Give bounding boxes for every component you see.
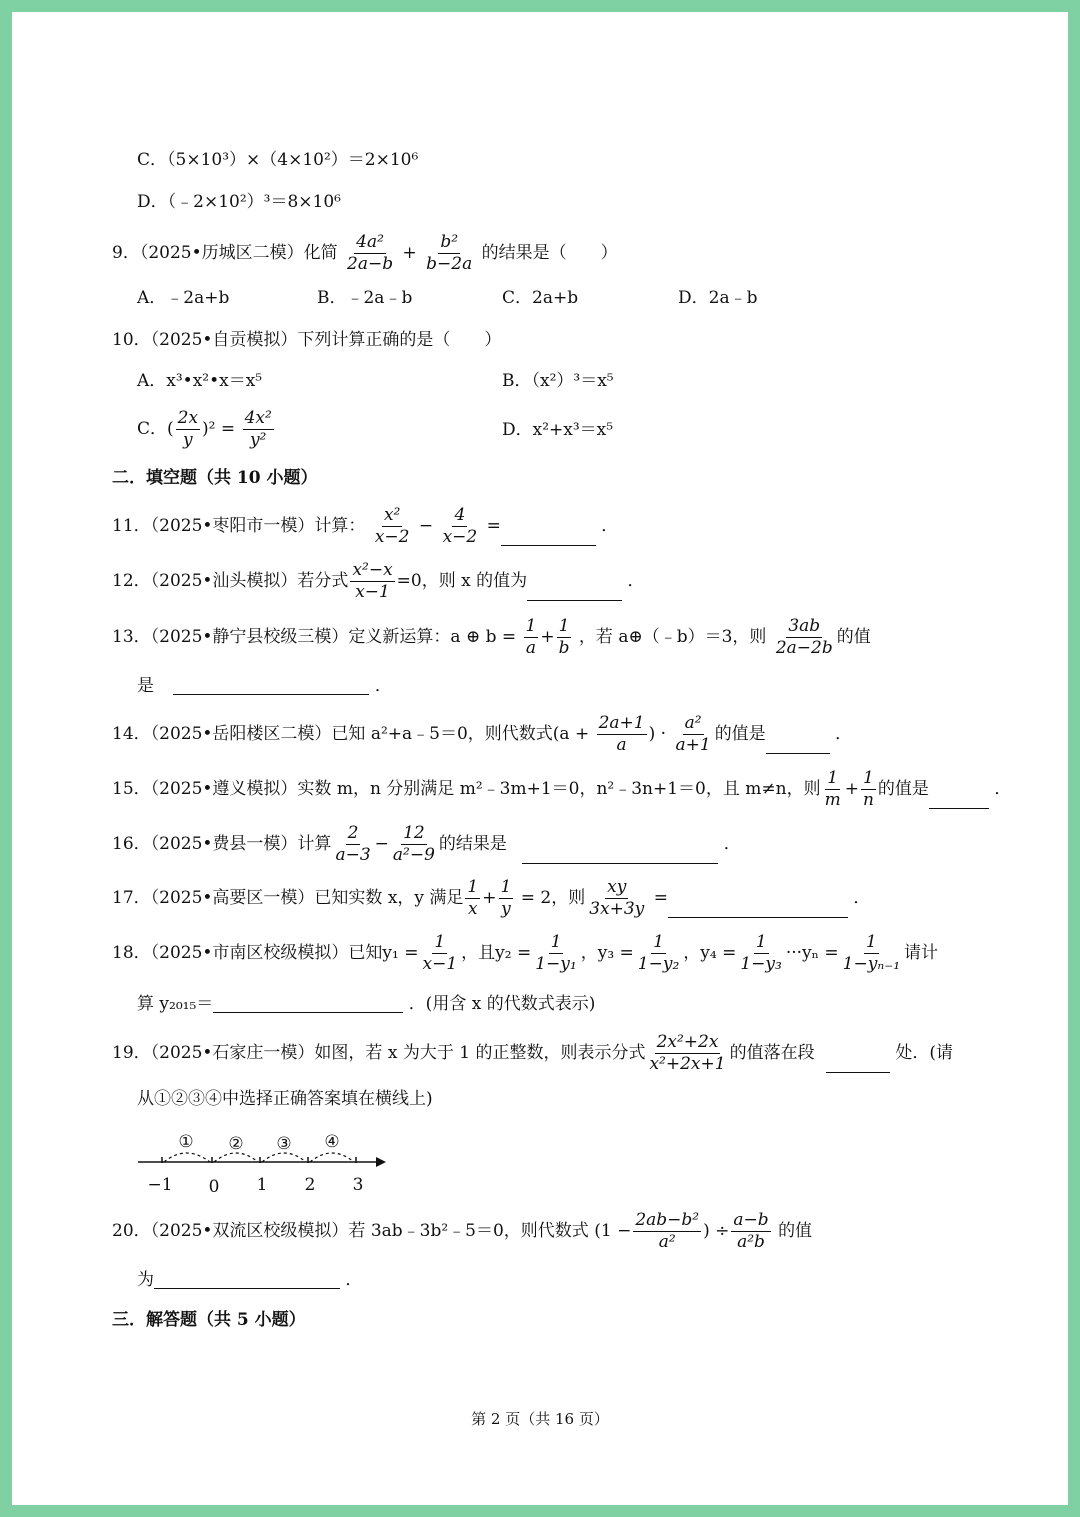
q20-f2-den: a²b <box>737 1232 765 1252</box>
q10-c-num: 2x <box>177 408 199 428</box>
q17-prefix: 17．（2025•高要区一模）已知实数 x，y 满足 <box>112 888 464 908</box>
q14-prefix: 14．（2025•岳阳楼区二模）已知 a²+a﹣5＝0，则代数式(a + <box>112 724 590 744</box>
q20-f1-den: a² <box>658 1232 676 1252</box>
q18-t5: ···yₙ = <box>785 943 839 963</box>
q9-fraction-2 <box>424 234 474 273</box>
segment-arcs <box>164 1153 354 1162</box>
q20-f2-num: a−b <box>733 1210 769 1230</box>
arc-segment-1 <box>164 1153 210 1162</box>
q16-op: − <box>374 834 389 854</box>
q9-option-b: B．﹣2a﹣b <box>317 288 413 308</box>
q16-end: ． <box>723 834 741 854</box>
q13-line-2 <box>137 676 392 695</box>
q11-eq: = <box>486 516 501 536</box>
q11-op: − <box>418 516 434 536</box>
q19-prefix: 19．（2025•石家庄一模）如图，若 x 为大于 1 的正整数，则表示分式 <box>112 1043 646 1063</box>
q18-line-2 <box>137 994 595 1013</box>
q10-option-d: D．x²+x³＝x⁵ <box>502 420 614 440</box>
q14-answer-blank[interactable] <box>766 735 830 754</box>
q17-f2-den: y <box>501 899 511 919</box>
q15-f1-den: m <box>824 790 841 810</box>
q16-f1-num: 2 <box>347 823 359 843</box>
question-11 <box>112 507 618 546</box>
q15-fraction-1 <box>823 770 843 809</box>
tick-label-3: 3 <box>352 1175 364 1195</box>
q12-mid: =0，则 x 的值为 <box>396 571 528 591</box>
q18-f1-den: x−1 <box>422 954 458 974</box>
q9-f2-den: b−2a <box>426 254 473 274</box>
q17-f3-den: 3x+3y <box>589 899 645 919</box>
q20-div: ) ÷ <box>703 1221 730 1241</box>
q15-f1-num: 1 <box>827 768 839 788</box>
q15-answer-blank[interactable] <box>929 790 989 809</box>
q20-line-2 <box>137 1270 362 1289</box>
q19-fraction <box>647 1034 727 1073</box>
q13-suffix: 的值 <box>836 627 871 647</box>
q18-f4-den: 1−y₃ <box>740 954 782 974</box>
q10-option-b: B．（x²）³＝x⁵ <box>502 371 614 391</box>
question-17 <box>112 879 870 918</box>
q19-den: x²+2x+1 <box>649 1054 726 1074</box>
q18-fraction-5 <box>841 934 902 973</box>
q17-end: ． <box>853 888 871 908</box>
q18-fraction-1 <box>421 934 460 973</box>
q18-fraction-3 <box>636 934 681 973</box>
q15-f2-den: n <box>862 790 874 810</box>
tick-label-m1: −1 <box>147 1175 173 1195</box>
q17-fraction-1 <box>465 879 480 918</box>
q11-answer-blank[interactable] <box>501 527 596 546</box>
q20-f1-num: 2ab−b² <box>635 1210 700 1230</box>
q13-answer-blank[interactable] <box>173 676 369 695</box>
q10-option-a: A．x³•x²•x＝x⁵ <box>137 371 263 391</box>
q11-f2-den: x−2 <box>442 527 478 547</box>
segment-label-3: ③ <box>276 1134 292 1154</box>
q9-op: + <box>402 243 417 263</box>
q18-fraction-2 <box>533 934 578 973</box>
q10-c-den: y <box>183 430 193 450</box>
number-line-arrow <box>376 1157 386 1167</box>
q18-t2: ，且y₂ = <box>461 943 532 963</box>
q10-c-num2: 4x² <box>244 408 272 428</box>
q17-f1-num: 1 <box>467 877 479 897</box>
q17-f1-den: x <box>468 899 478 919</box>
q18-f2-num: 1 <box>550 932 562 952</box>
q10-c-fraction-2 <box>243 410 274 449</box>
q17-fraction-3 <box>587 879 646 918</box>
q17-f2-num: 1 <box>500 877 512 897</box>
q17-fraction-2 <box>499 879 514 918</box>
q16-prefix: 16．（2025•费县一模）计算 <box>112 834 332 854</box>
q11-f1-num: x² <box>383 505 401 525</box>
q13-op: + <box>540 627 555 647</box>
q14-f2-num: a² <box>684 713 702 733</box>
q12-prefix: 12．（2025•汕头模拟）若分式 <box>112 571 349 591</box>
q20-fraction-2 <box>731 1212 770 1251</box>
q9-option-a: A．﹣2a+b <box>137 288 230 308</box>
q18-f5-den: 1−yₙ₋₁ <box>842 954 901 974</box>
q8-option-d: D．（﹣2×10²）³＝8×10⁶ <box>137 192 341 212</box>
q11-end: ． <box>601 516 619 536</box>
q10-c-den2: y² <box>249 430 267 450</box>
exam-page <box>12 12 1068 1505</box>
q18-f3-den: 1−y₂ <box>637 954 680 974</box>
question-12 <box>112 562 645 601</box>
q15-prefix: 15．（2025•遵义模拟）实数 m，n 分别满足 m²﹣3m+1＝0，n²﹣3n+1＝0，且 m≠n，则 <box>112 779 821 799</box>
q9-f1-num: 4a² <box>356 232 384 252</box>
q9-fraction-1 <box>345 234 395 273</box>
q9-f2-num: b² <box>440 232 459 252</box>
q16-fraction-1 <box>333 825 372 864</box>
q19-line-2: 从①②③④中选择正确答案填在横线上) <box>137 1089 433 1109</box>
q19-mid: 的值落在段 <box>729 1043 815 1063</box>
q13-f3-den: 2a−2b <box>775 638 833 658</box>
q20-line2-text: 为 <box>137 1270 154 1290</box>
q9-option-c: C．2a+b <box>502 288 579 308</box>
q18-prefix: 18．（2025•市南区校级模拟）已知y₁ = <box>112 943 419 963</box>
q18-t3: ，y₃ = <box>580 943 634 963</box>
q18-fraction-4 <box>738 934 783 973</box>
q12-end: ． <box>627 571 645 591</box>
q14-fraction-1 <box>597 715 647 754</box>
question-9 <box>112 234 618 273</box>
q18-f2-den: 1−y₁ <box>535 954 577 974</box>
q14-f1-den: a <box>616 735 627 755</box>
q9-option-d: D．2a﹣b <box>678 288 758 308</box>
q12-den: x−1 <box>355 582 390 602</box>
q19-answer-blank[interactable] <box>826 1054 890 1073</box>
tick-label-0: 0 <box>208 1177 220 1197</box>
q18-f1-num: 1 <box>434 932 446 952</box>
q9-suffix: 的结果是（ ） <box>481 243 618 263</box>
q16-f2-num: 12 <box>403 823 425 843</box>
q11-f2-num: 4 <box>454 505 466 525</box>
q13-mid: ，若 a⊕（﹣b）＝3，则 <box>578 627 767 647</box>
q18-answer-blank[interactable] <box>213 994 403 1013</box>
q13-f2-den: b <box>558 638 570 658</box>
q19-suffix: 处．(请 <box>895 1043 954 1063</box>
q13-f2-num: 1 <box>558 616 570 636</box>
q18-line2-end: ．(用含 x 的代数式表示) <box>408 994 596 1014</box>
q13-fraction-1 <box>524 618 539 657</box>
q20-end: ． <box>345 1270 363 1290</box>
q16-f2-den: a²−9 <box>392 845 435 865</box>
tick-label-2: 2 <box>304 1175 316 1195</box>
q10-c-prefix: C．( <box>137 419 174 439</box>
arc-segment-4 <box>310 1153 354 1162</box>
q13-f1-den: a <box>525 638 537 658</box>
q17-answer-blank[interactable] <box>668 899 848 918</box>
q13-line2-text: 是 <box>137 676 154 696</box>
q15-fraction-2 <box>861 770 876 809</box>
arc-segment-2 <box>214 1153 258 1162</box>
q14-f1-num: 2a+1 <box>598 713 645 733</box>
q18-f3-num: 1 <box>653 932 664 952</box>
q19-num: 2x²+2x <box>656 1032 719 1052</box>
q20-suffix: 的值 <box>778 1221 813 1241</box>
q12-fraction <box>350 562 394 601</box>
page-footer: 第 2 页（共 16 页） <box>471 1410 609 1428</box>
q15-op: + <box>844 779 859 799</box>
question-18 <box>112 934 938 973</box>
q10-c-fraction-1 <box>176 410 200 449</box>
q17-op: + <box>482 888 497 908</box>
question-10: 10．（2025•自贡模拟）下列计算正确的是（ ） <box>112 330 502 350</box>
q17-eq: = <box>653 888 668 908</box>
q20-prefix: 20．（2025•双流区校级模拟）若 3ab﹣3b²﹣5＝0，则代数式 <box>112 1221 589 1241</box>
q13-prefix: 13．（2025•静宁县校级三模）定义新运算：a ⊕ b = <box>112 627 517 647</box>
question-16 <box>112 825 741 864</box>
q13-f1-num: 1 <box>525 616 537 636</box>
q12-answer-blank[interactable] <box>527 582 622 601</box>
segment-label-4: ④ <box>324 1132 340 1152</box>
q13-fraction-3 <box>774 618 835 657</box>
q20-answer-blank[interactable] <box>154 1270 340 1289</box>
q14-f2-den: a+1 <box>675 735 711 755</box>
tick-label-1: 1 <box>256 1175 268 1195</box>
q13-f3-num: 3ab <box>788 616 821 636</box>
section-2-title: 二．填空题（共 10 小题） <box>112 468 318 488</box>
segment-label-1: ① <box>178 1132 194 1152</box>
q17-mid: = 2，则 <box>520 888 586 908</box>
q18-line2-text: 算 y₂₀₁₅＝ <box>137 994 214 1014</box>
q10-c-mid: )² = <box>202 419 236 439</box>
question-14 <box>112 715 852 754</box>
section-3-title: 三．解答题（共 5 小题） <box>112 1310 306 1330</box>
q9-prefix: 9．（2025•历城区二模）化简 <box>112 243 338 263</box>
q8-option-c: C．（5×10³）×（4×10²）＝2×10⁶ <box>137 150 419 170</box>
arc-segment-3 <box>262 1153 306 1162</box>
q15-end: ． <box>994 779 1012 799</box>
number-line-figure <box>130 1130 400 1200</box>
q14-fraction-2 <box>673 715 712 754</box>
q13-end: ． <box>374 676 392 696</box>
q17-f3-num: xy <box>607 877 627 897</box>
q20-fraction-1 <box>633 1212 701 1251</box>
question-20 <box>112 1212 812 1251</box>
q11-fraction-2 <box>441 507 480 546</box>
q15-f2-num: 1 <box>863 768 874 788</box>
q20-open: (1 − <box>594 1221 632 1241</box>
q13-fraction-2 <box>557 618 572 657</box>
q16-fraction-2 <box>391 825 437 864</box>
q11-prefix: 11．（2025•枣阳市一模）计算： <box>112 516 366 536</box>
q15-suffix: 的值是 <box>877 779 929 799</box>
q14-suffix: 的值是 <box>714 724 766 744</box>
q9-f1-den: 2a−b <box>347 254 394 274</box>
segment-label-2: ② <box>228 1134 244 1154</box>
q18-suffix: 请计 <box>904 943 939 963</box>
question-15 <box>112 770 1011 809</box>
question-19 <box>112 1034 953 1073</box>
q11-f1-den: x−2 <box>374 527 410 547</box>
q18-f4-num: 1 <box>755 932 767 952</box>
q11-fraction-1 <box>373 507 412 546</box>
q18-t4: ，y₄ = <box>683 943 737 963</box>
q18-f5-num: 1 <box>865 932 877 952</box>
q12-num: x²−x <box>352 560 393 580</box>
q10-option-c <box>137 410 276 449</box>
q16-answer-blank[interactable] <box>522 845 718 864</box>
q14-end: ． <box>835 724 853 744</box>
q14-mid: ) · <box>648 724 667 744</box>
q16-f1-den: a−3 <box>335 845 371 865</box>
q16-suffix: 的结果是 <box>438 834 507 854</box>
question-13 <box>112 618 871 657</box>
